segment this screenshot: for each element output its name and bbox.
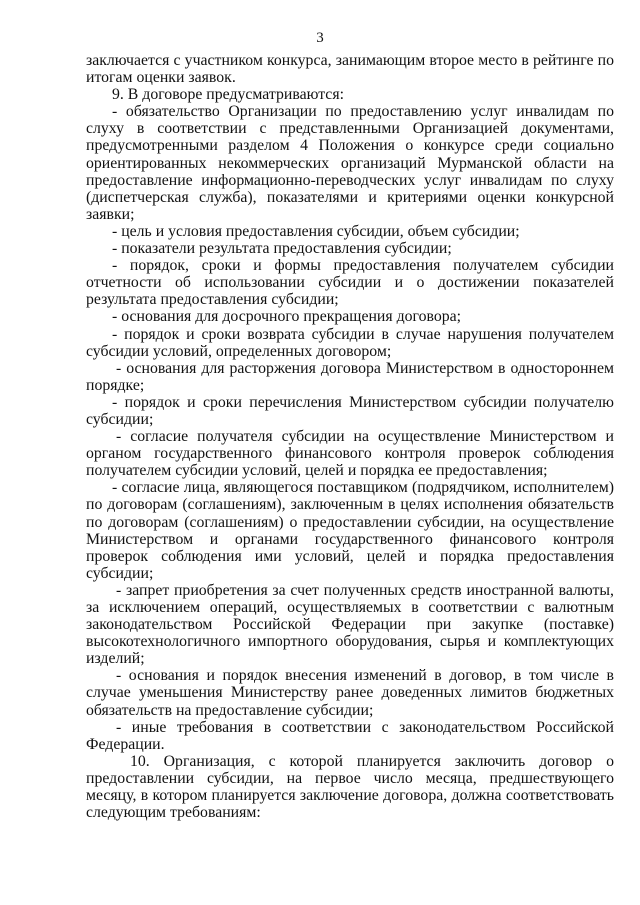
list-item-goal-conditions: - цель и условия предоставления субсидии, объем субсидии; [112, 222, 520, 240]
list-item-obligation: - обязательство Организации по предоставлению услуг инвалидам по слуху в соответствии с представленными Организацией документами, предусмотренными разделом 4 Положения о конкурсе среди социально ориентированных некоммерческих организаций Мурманской области на предоставление информационно-переводческих услуг инвалидам по слуху (диспетчерская служба), показателями и критериями оценки конкурсной заявки; [86, 103, 614, 223]
list-item-supplier-consent: - согласие лица, являющегося поставщиком (подрядчиком, исполнителем) по договорам (соглашениям), заключенным в целях исполнения обязательств по договорам (соглашениям) о предоставлении субсидии, на осуществление Министерством и органами государственного финансового контроля проверок соблюдения ими условий, целей и порядка предоставления субсидии; [86, 479, 614, 582]
list-item-reporting: - порядок, сроки и формы предоставления получателем субсидии отчетности об использовании субсидии и о достижении показателей результата предоставления субсидии; [86, 257, 614, 309]
paragraph-section-10: 10. Организация, с которой планируется заключить договор о предоставлении субсидии, на первое число месяца, предшествующего месяцу, в котором планируется заключение договора, должна соответствовать следующим требованиям: [86, 752, 614, 822]
list-item-other-requirements: - иные требования в соответствии с законодательством Российской Федерации. [86, 718, 614, 753]
list-item-result-indicators: - показатели результата предоставления субсидии; [112, 240, 452, 258]
list-item-recipient-consent: - согласие получателя субсидии на осуществление Министерством и органом государственного финансового контроля проверок соблюдения получателем субсидии условий, целей и порядка ее предоставления; [86, 428, 614, 480]
list-item-transfer: - порядок и сроки перечисления Министерством субсидии получателю субсидии; [86, 393, 614, 428]
paragraph-continuation: заключается с участником конкурса, занимающим второе место в рейтинге по итогам оценки заявок. [86, 52, 614, 87]
list-item-refund: - порядок и сроки возврата субсидии в случае нарушения получателем субсидии условий, определенных договором; [86, 325, 614, 360]
list-item-amendments: - основания и порядок внесения изменений в договор, в том числе в случае уменьшения Министерству ранее доведенных лимитов бюджетных обязательств на предоставление субсидии; [86, 667, 614, 719]
list-item-unilateral-termination: - основания для расторжения договора Министерством в одностороннем порядке; [86, 359, 614, 394]
document-body [86, 52, 614, 821]
list-item-currency-ban: - запрет приобретения за счет полученных средств иностранной валюты, за исключением операций, осуществляемых в соответствии с валютным законодательством Российской Федерации при закупке (поставке) высокотехнологичного импортного оборудования, сырья и комплектующих изделий; [86, 581, 614, 668]
page-number: 3 [316, 30, 324, 46]
list-item-early-termination: - основания для досрочного прекращения договора; [112, 308, 462, 326]
paragraph-section-9-heading: 9. В договоре предусматриваются: [112, 86, 344, 104]
